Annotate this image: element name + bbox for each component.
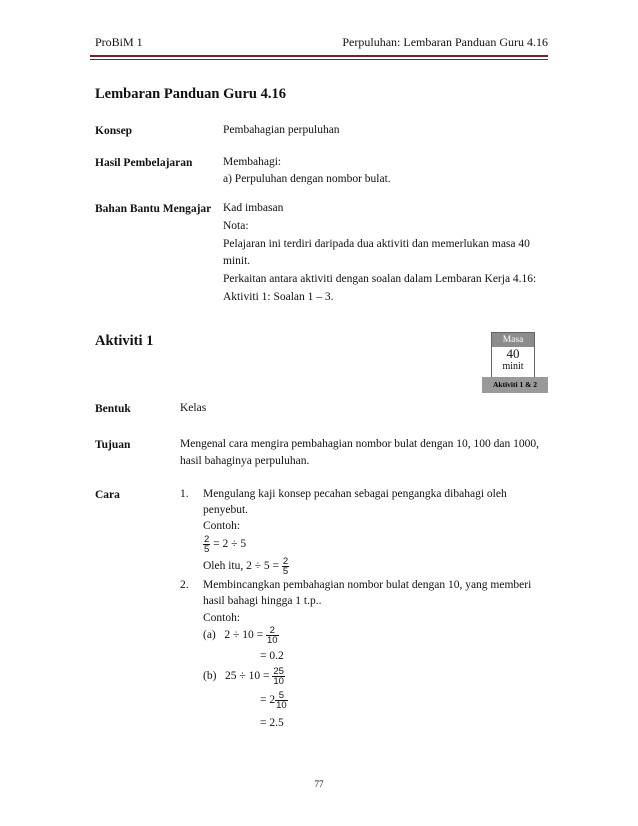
example-b-step-whole: = 2: [260, 694, 276, 707]
step2-contoh: Contoh:: [203, 612, 241, 624]
example-b-expr: 25 ÷ 10 =: [225, 670, 270, 683]
bahan-line3: Pelajaran ini terdiri daripada dua aktiviti dan memerlukan masa 40: [223, 238, 530, 250]
step2-line2: hasil bahagi hingga 1 t.p..: [203, 595, 322, 607]
header-right: Perpuluhan: Lembaran Panduan Guru 4.16: [342, 35, 548, 49]
konsep-label: Konsep: [95, 125, 133, 137]
konsep-value: Pembahagian perpuluhan: [223, 124, 340, 136]
step2-line1: Membincangkan pembahagian nombor bulat dengan 10, yang memberi: [203, 579, 532, 591]
step2-number: 2.: [180, 579, 189, 591]
hasil-line2: a) Perpuluhan dengan nombor bulat.: [223, 173, 391, 185]
example-a-label: (a): [203, 629, 216, 642]
fraction: [282, 557, 289, 576]
bentuk-value: Kelas: [180, 402, 207, 414]
fraction: [203, 535, 210, 554]
tujuan-label: Tujuan: [95, 439, 131, 451]
step1-example2: [203, 557, 289, 576]
masa-value: 40: [506, 346, 520, 361]
step1-line2: penyebut.: [203, 504, 249, 516]
tujuan-line1: Mengenal cara mengira pembahagian nombor bulat dengan 10, 100 dan 1000,: [180, 438, 539, 450]
denominator: 10: [273, 676, 284, 687]
header-left: ProBiM 1: [95, 35, 143, 49]
fraction: [266, 626, 279, 645]
denominator: 5: [204, 544, 210, 555]
step1-example1: [203, 535, 246, 554]
numerator: 5: [275, 691, 288, 701]
denominator: 10: [266, 635, 278, 646]
bentuk-label: Bentuk: [95, 403, 131, 415]
step1-eq1: = 2 ÷ 5: [213, 538, 247, 551]
bahan-line6: Aktiviti 1: Soalan 1 – 3.: [223, 291, 334, 303]
example-a-result: = 0.2: [260, 650, 284, 662]
example-b-result: = 2.5: [260, 717, 284, 729]
hasil-line1: Membahagi:: [223, 156, 282, 168]
tujuan-line2: hasil bahaginya perpuluhan.: [180, 455, 310, 467]
numerator: 25: [273, 666, 284, 677]
page-title: Lembaran Panduan Guru 4.16: [95, 86, 286, 102]
step1-line1: Mengulang kaji konsep pecahan sebagai pengangka dibahagi oleh: [203, 488, 507, 500]
numerator: 2: [266, 626, 279, 636]
aktiviti-bar: Aktiviti 1 & 2: [482, 377, 548, 393]
aktiviti-title: Aktiviti 1: [95, 333, 154, 349]
step2-example-b: [203, 667, 285, 686]
fraction: [272, 667, 285, 686]
example-b-label: (b): [203, 670, 217, 683]
step2-example-a: [203, 626, 279, 645]
header-rule-thin: [90, 59, 548, 60]
masa-label: Masa: [492, 333, 534, 347]
bahan-label: Bahan Bantu Mengajar: [95, 203, 212, 215]
example-a-expr: 2 ÷ 10 =: [224, 629, 264, 642]
fraction: [275, 691, 288, 710]
header-rule: [90, 55, 548, 57]
denominator: 5: [282, 566, 289, 577]
step1-contoh: Contoh:: [203, 520, 241, 532]
page-number: 77: [314, 779, 324, 789]
numerator: 2: [282, 556, 289, 567]
hasil-label: Hasil Pembelajaran: [95, 157, 193, 169]
bahan-line1: Kad imbasan: [223, 202, 284, 214]
bahan-line2: Nota:: [223, 220, 249, 232]
step1-oleh: Oleh itu, 2 ÷ 5 =: [203, 560, 280, 573]
bahan-line4: minit.: [223, 255, 251, 267]
masa-unit: minit: [502, 361, 524, 372]
masa-box: [491, 332, 535, 378]
cara-label: Cara: [95, 489, 120, 501]
numerator: 2: [204, 534, 210, 545]
denominator: 10: [276, 700, 287, 711]
example-b-step: [260, 691, 288, 710]
bahan-line5: Perkaitan antara aktiviti dengan soalan dalam Lembaran Kerja 4.16:: [223, 273, 537, 285]
step1-number: 1.: [180, 488, 189, 500]
